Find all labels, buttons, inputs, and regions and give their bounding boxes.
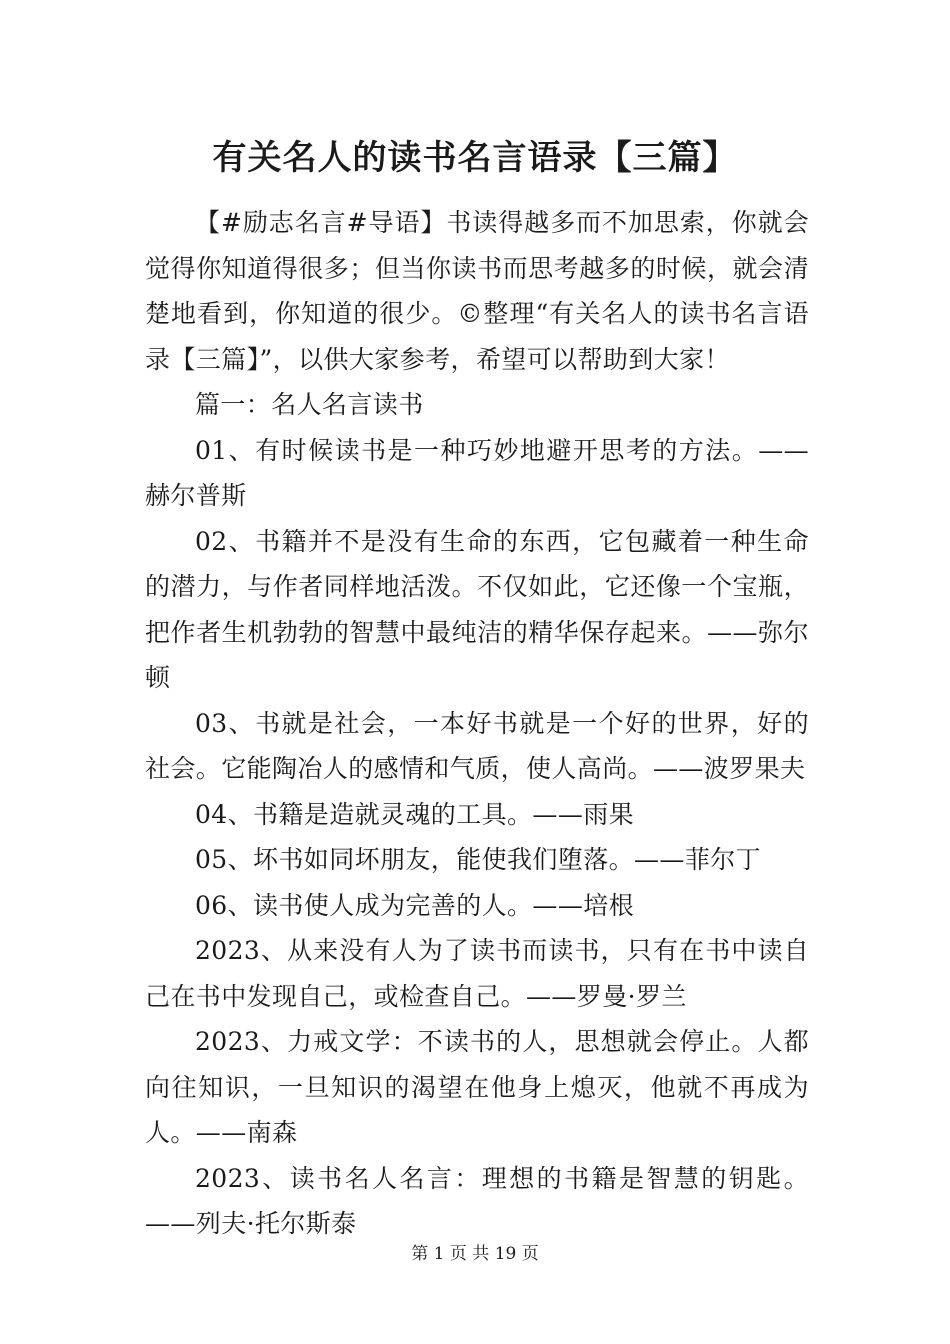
section-heading: 篇一：名人名言读书 (195, 390, 424, 419)
quote-paragraph: 03、书就是社会，一本好书就是一个好的世界，好的社会。它能陶冶人的感情和气质，使人高尚。——波罗果夫 (145, 708, 809, 783)
page-number-footer: 第 1 页 共 19 页 (411, 1244, 539, 1264)
quote-paragraph: 06、读书使人成为完善的人。——培根 (195, 890, 635, 920)
quote-paragraph: 01、有时候读书是一种巧妙地避开思考的方法。——赫尔普斯 (145, 435, 809, 510)
intro-paragraph: 【#励志名言#导语】书读得越多而不加思索，你就会觉得你知道得很多；但当你读书而思考越多的时候，就会清楚地看到，你知道的很少。©整理“有关名人的读书名言语录【三篇】”，以供大家参考，希望可以帮助到大家！ (145, 208, 809, 374)
document-body (145, 200, 809, 1247)
quote-paragraph: 2023、读书名人名言：理想的书籍是智慧的钥匙。——列夫·托尔斯泰 (145, 1163, 809, 1238)
quote-paragraph: 2023、力戒文学：不读书的人，思想就会停止。人都向往知识，一旦知识的渴望在他身上熄灭，他就不再成为人。——南森 (145, 1027, 809, 1147)
quote-paragraph: 02、书籍并不是没有生命的东西，它包藏着一种生命的潜力，与作者同样地活泼。不仅如此，它还像一个宝瓶，把作者生机勃勃的智慧中最纯洁的精华保存起来。——弥尔顿 (145, 526, 809, 692)
quote-paragraph: 2023、从来没有人为了读书而读书，只有在书中读自己在书中发现自己，或检查自己。——罗曼·罗兰 (145, 936, 809, 1011)
document-title: 有关名人的读书名言语录【三篇】 (212, 138, 738, 178)
quote-paragraph: 05、坏书如同坏朋友，能使我们堕落。——菲尔丁 (195, 845, 762, 874)
quote-paragraph: 04、书籍是造就灵魂的工具。——雨果 (195, 799, 635, 829)
